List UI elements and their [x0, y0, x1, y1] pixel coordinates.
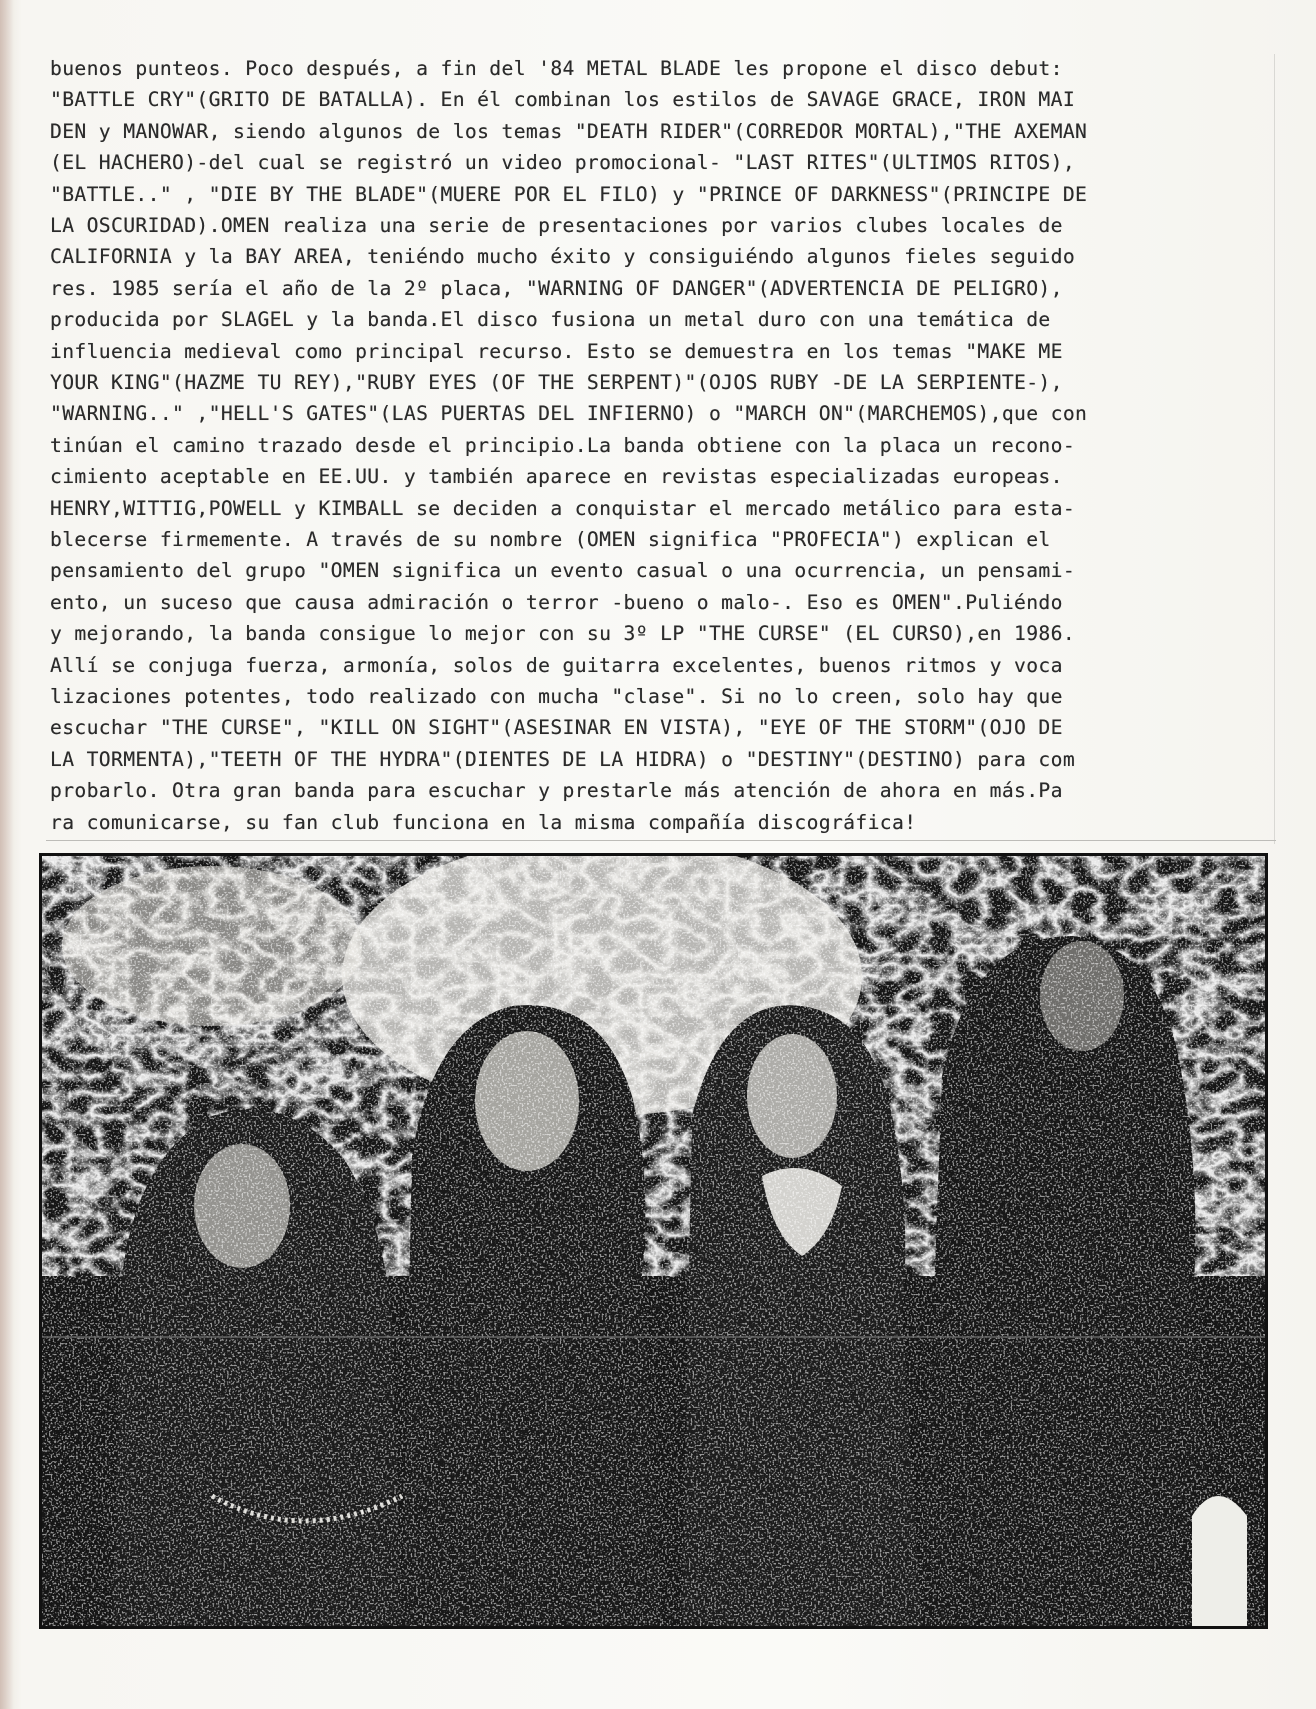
article-text [48, 54, 1275, 844]
text-line: blecerse firmemente. A través de su nombre (OMEN significa "PROFECIA") explican el [50, 528, 1051, 551]
text-line: cimiento aceptable en EE.UU. y también aparece en revistas especializadas europeas. [50, 465, 1063, 489]
text-line: escuchar "THE CURSE", "KILL ON SIGHT"(ASESINAR EN VISTA), "EYE OF THE STORM"(OJO DE [50, 716, 1063, 740]
text-line: (EL HACHERO)-del cual se registró un video promocional- "LAST RITES"(ULTIMOS RITOS), [50, 151, 1076, 175]
text-line: lizaciones potentes, todo realizado con mucha "clase". Si no lo creen, solo hay que [50, 685, 1063, 708]
text-line: res. 1985 sería el año de la 2º placa, "WARNING OF DANGER"(ADVERTENCIA DE PELIGRO), [50, 276, 1063, 300]
photocopy-speckle [42, 856, 1265, 1626]
stone-shape [1192, 1496, 1247, 1626]
text-line: y mejorando, la banda consigue lo mejor con su 3º LP "THE CURSE" (EL CURSO),en 1986. [50, 622, 1076, 646]
text-line: ra comunicarse, su fan club funciona en la misma compañía discográfica! [50, 810, 917, 834]
text-line: influencia medieval como principal recurso. Esto se demuestra en los temas "MAKE ME [50, 339, 1063, 363]
text-line: HENRY,WITTIG,POWELL y KIMBALL se deciden a conquistar el mercado metálico para esta- [50, 496, 1076, 520]
scan-line-artifact [42, 1336, 1265, 1338]
text-divider [46, 840, 1276, 841]
text-line: LA OSCURIDAD).OMEN realiza una serie de presentaciones por varios clubes locales de [50, 214, 1063, 237]
page-edge-shadow [0, 0, 14, 1709]
text-line: DEN y MANOWAR, siendo algunos de los temas "DEATH RIDER"(CORREDOR MORTAL),"THE AXEMAN [50, 119, 1088, 143]
text-line: YOUR KING"(HAZME TU REY),"RUBY EYES (OF THE SERPENT)"(OJOS RUBY -DE LA SERPIENTE-), [50, 371, 1063, 394]
text-line: ento, un suceso que causa admiración o terror -bueno o malo-. Eso es OMEN".Puliéndo [50, 590, 1063, 614]
text-line: Allí se conjuga fuerza, armonía, solos de guitarra excelentes, buenos ritmos y voca [50, 653, 1063, 677]
text-line: CALIFORNIA y la BAY AREA, teniéndo mucho éxito y consiguiéndo algunos fieles seguido [50, 245, 1076, 269]
text-line: LA TORMENTA),"TEETH OF THE HYDRA"(DIENTES DE LA HIDRA) o "DESTINY"(DESTINO) para com [50, 747, 1076, 771]
band-photo [39, 853, 1268, 1629]
text-line: "BATTLE.." , "DIE BY THE BLADE"(MUERE POR EL FILO) y "PRINCE OF DARKNESS"(PRINCIPE DE [50, 182, 1088, 206]
text-line: probarlo. Otra gran banda para escuchar y prestarle más atención de ahora en más.Pa [50, 779, 1063, 803]
text-line: buenos punteos. Poco después, a fin del '84 METAL BLADE les propone el disco debut: [50, 57, 1063, 80]
text-line: producida por SLAGEL y la banda.El disco fusiona un metal duro con una temática de [50, 308, 1051, 332]
text-line: "BATTLE CRY"(GRITO DE BATALLA). En él combinan los estilos de SAVAGE GRACE, IRON MAI [50, 88, 1076, 112]
text-line: pensamiento del grupo "OMEN significa un evento casual o una ocurrencia, un pensami- [50, 559, 1076, 583]
text-line: tinúan el camino trazado desde el principio.La banda obtiene con la placa un recono- [50, 433, 1076, 457]
band-photo-image [42, 856, 1265, 1626]
text-line: "WARNING.." ,"HELL'S GATES"(LAS PUERTAS DEL INFIERNO) o "MARCH ON"(MARCHEMOS),que con [50, 402, 1088, 426]
